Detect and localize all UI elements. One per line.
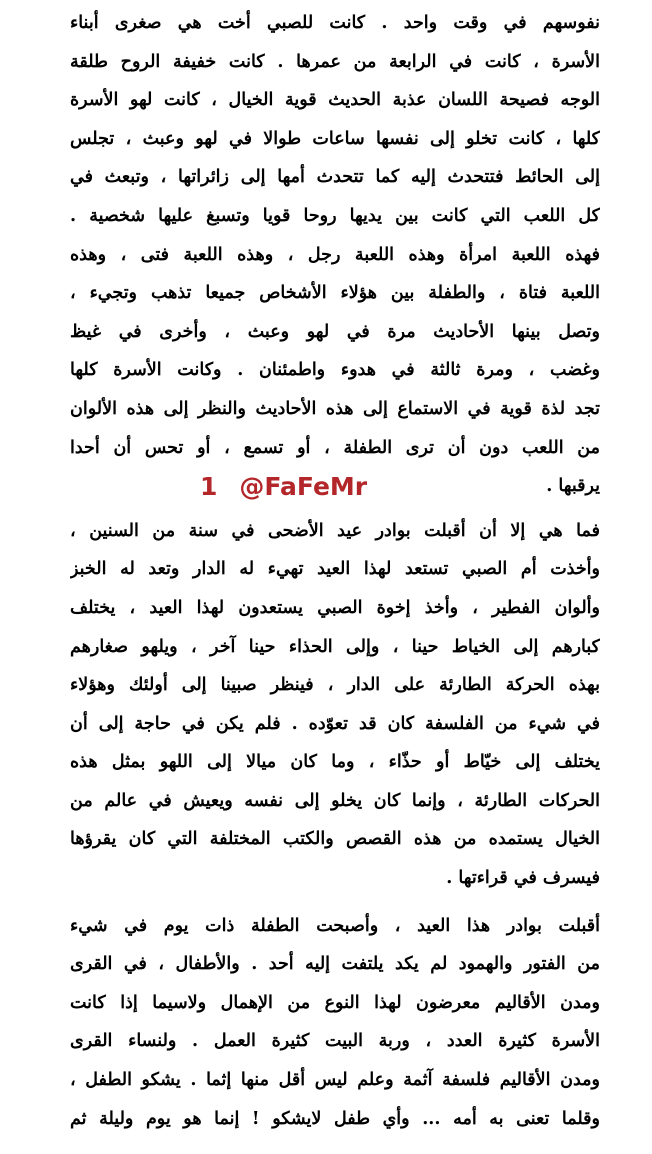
text-line: ومدن الأقاليم معرضون لهذا النوع من الإهمال ولاسيما إذا كانت xyxy=(70,992,600,1013)
text-line: وتصل بينها الأحاديث مرة في لهو وعبث ، وأخرى في غيظ xyxy=(70,321,600,342)
paragraph-2 xyxy=(70,512,600,898)
text-line: من اللعب دون أن ترى الطفلة ، أو تسمع ، أو تحس أن أحدا xyxy=(70,437,600,458)
text-line: وألوان الفطير ، وأخذ إخوة الصبي يستعدون لهذا العيد ، يختلف xyxy=(70,597,600,618)
text-line: يرقبها . xyxy=(546,476,600,497)
text-line: فما هي إلا أن أقبلت بوادر عيد الأضحى في سنة من السنين ، xyxy=(70,520,600,541)
text-line: نفوسهم في وقت واحد . كانت للصبي أخت هي صغرى أبناء xyxy=(70,13,600,33)
paragraph-3 xyxy=(70,907,600,1139)
text-line: الوجه فصيحة اللسان عذبة الحديث قوية الخيال ، كانت لهو الأسرة xyxy=(70,90,600,111)
text-line: الأسرة ، كانت في الرابعة من عمرها . كانت خفيفة الروح طلقة xyxy=(70,51,600,72)
text-line: اللعبة فتاة ، والطفلة بين هؤلاء الأشخاص جميعا تذهب وتجيء ، xyxy=(70,283,600,304)
text-line: في شيء من الفلسفة كان قد تعوّده . فلم يكن في حاجة إلى أن xyxy=(70,713,600,734)
text-line: كبارهم إلى الخياط حينا ، وإلى الحذاء حينا آخر ، ويلهو صغارهم xyxy=(70,636,600,657)
text-line: ومدن الأقاليم فلسفة آثمة وعلم ليس أقل منها إثما . يشكو الطفل ، xyxy=(70,1070,600,1091)
text-line: كلها ، كانت تخلو إلى نفسها ساعات طوالا في لهو وعبث ، تجلس xyxy=(70,128,600,149)
text-line: بهذه الحركة الطارئة على الدار ، فينظر صبينا إلى أولئك وهؤلاء xyxy=(70,675,600,696)
text-line: الخيال يستمده من هذه القصص والكتب المختلفة التي كان يقرؤها xyxy=(70,829,600,850)
text-line: الحركات الطارئة ، وإنما كان يخلو إلى نفسه ويعيش في عالم من xyxy=(70,790,600,811)
text-line: وأخذت أم الصبي تستعد لهذا العيد تهيء له الدار وتعد له الخبز xyxy=(70,559,600,580)
text-line: من الفتور والهمود لم يكد يلتفت إليه أحد . والأطفال ، في القرى xyxy=(70,954,600,975)
text-line: وقلما تعنى به أمه ... وأي طفل لايشكو ! إنما هو يوم وليلة ثم xyxy=(70,1108,600,1129)
text-line: الأسرة كثيرة العدد ، وربة البيت كثيرة العمل . ولنساء القرى xyxy=(70,1031,600,1052)
text-line: كل اللعب التي كانت بين يديها روحا قويا وتسبغ عليها شخصية . xyxy=(70,205,600,226)
text-line: أقبلت بوادر هذا العيد ، وأصبحت الطفلة ذات يوم في شيء xyxy=(70,915,600,936)
text-line: يختلف إلى خيّاط أو حذّاء ، وما كان ميالا إلى اللهو بمثل هذه xyxy=(70,752,600,773)
text-line: تجد لذة قوية في الاستماع إلى هذه الأحاديث والنظر إلى هذه الألوان xyxy=(70,398,600,419)
watermark-number: 1 xyxy=(200,472,218,501)
text-line: إلى الحائط فتتحدث إليه كما تتحدث أمها إلى زائراتها ، وتبعث في xyxy=(70,167,600,188)
watermark-handle: @FaFeMr xyxy=(239,472,368,501)
watermark xyxy=(200,470,367,504)
text-line: وغضب ، ومرة ثالثة في هدوء واطمئنان . وكانت الأسرة كلها xyxy=(70,360,600,381)
text-line: فيسرف في قراءتها . xyxy=(446,868,600,889)
text-line: فهذه اللعبة امرأة وهذه اللعبة رجل ، وهذه اللعبة فتى ، وهذه xyxy=(70,244,600,265)
paragraph-1 xyxy=(70,4,600,506)
